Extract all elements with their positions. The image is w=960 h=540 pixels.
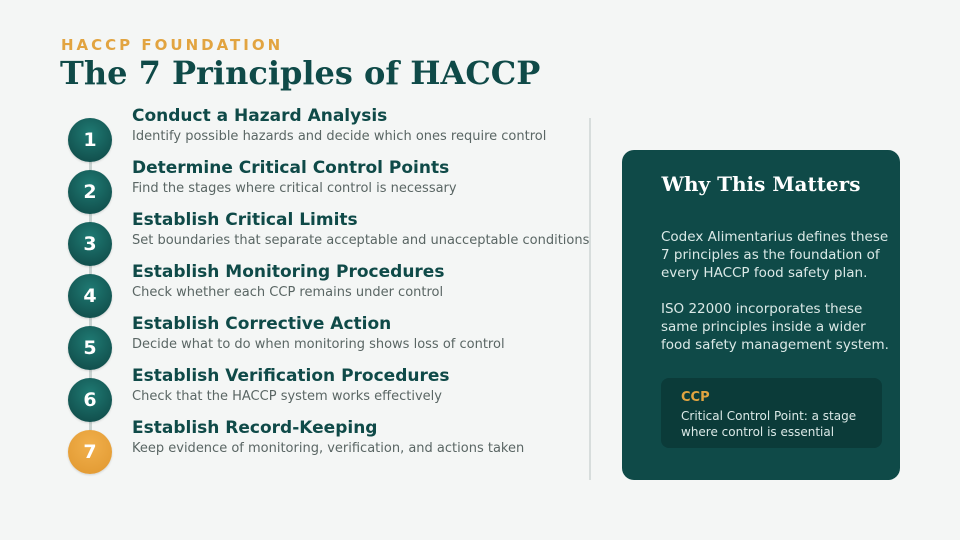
principle-description: Keep evidence of monitoring, verification, and actions taken — [132, 441, 525, 456]
principle-title: Establish Critical Limits — [132, 210, 358, 230]
why-this-matters-panel — [622, 150, 900, 480]
principle-item — [68, 418, 588, 476]
principle-title: Determine Critical Control Points — [132, 158, 450, 178]
step-number-badge: 7 — [68, 430, 112, 474]
page-title: The 7 Principles of HACCP — [60, 54, 541, 92]
principle-title: Establish Record-Keeping — [132, 418, 378, 438]
ccp-label: CCP — [681, 390, 710, 405]
principle-title: Establish Verification Procedures — [132, 366, 450, 386]
panel-paragraph: ISO 22000 incorporates these same principles inside a wider food safety management system. — [661, 301, 889, 353]
step-number-badge: 5 — [68, 326, 112, 370]
ccp-definition: Critical Control Point: a stage where control is essential — [681, 409, 857, 439]
step-number-badge: 4 — [68, 274, 112, 318]
principle-description: Check whether each CCP remains under control — [132, 285, 444, 300]
principle-description: Identify possible hazards and decide which ones require control — [132, 129, 547, 144]
step-number-badge: 1 — [68, 118, 112, 162]
principle-title: Establish Corrective Action — [132, 314, 392, 334]
panel-title: Why This Matters — [661, 172, 861, 196]
principle-description: Check that the HACCP system works effectively — [132, 389, 442, 404]
principle-title: Conduct a Hazard Analysis — [132, 106, 388, 126]
step-number-badge: 6 — [68, 378, 112, 422]
section-divider — [589, 118, 591, 480]
principle-description: Set boundaries that separate acceptable and unacceptable conditions — [132, 233, 590, 248]
step-number-badge: 3 — [68, 222, 112, 266]
principle-description: Decide what to do when monitoring shows loss of control — [132, 337, 505, 352]
principle-title: Establish Monitoring Procedures — [132, 262, 445, 282]
step-number-badge: 2 — [68, 170, 112, 214]
principle-description: Find the stages where critical control is necessary — [132, 181, 457, 196]
eyebrow-label: HACCP FOUNDATION — [61, 36, 284, 54]
ccp-callout — [661, 378, 882, 448]
panel-paragraph: Codex Alimentarius defines these 7 principles as the foundation of every HACCP food safety plan. — [661, 229, 889, 281]
